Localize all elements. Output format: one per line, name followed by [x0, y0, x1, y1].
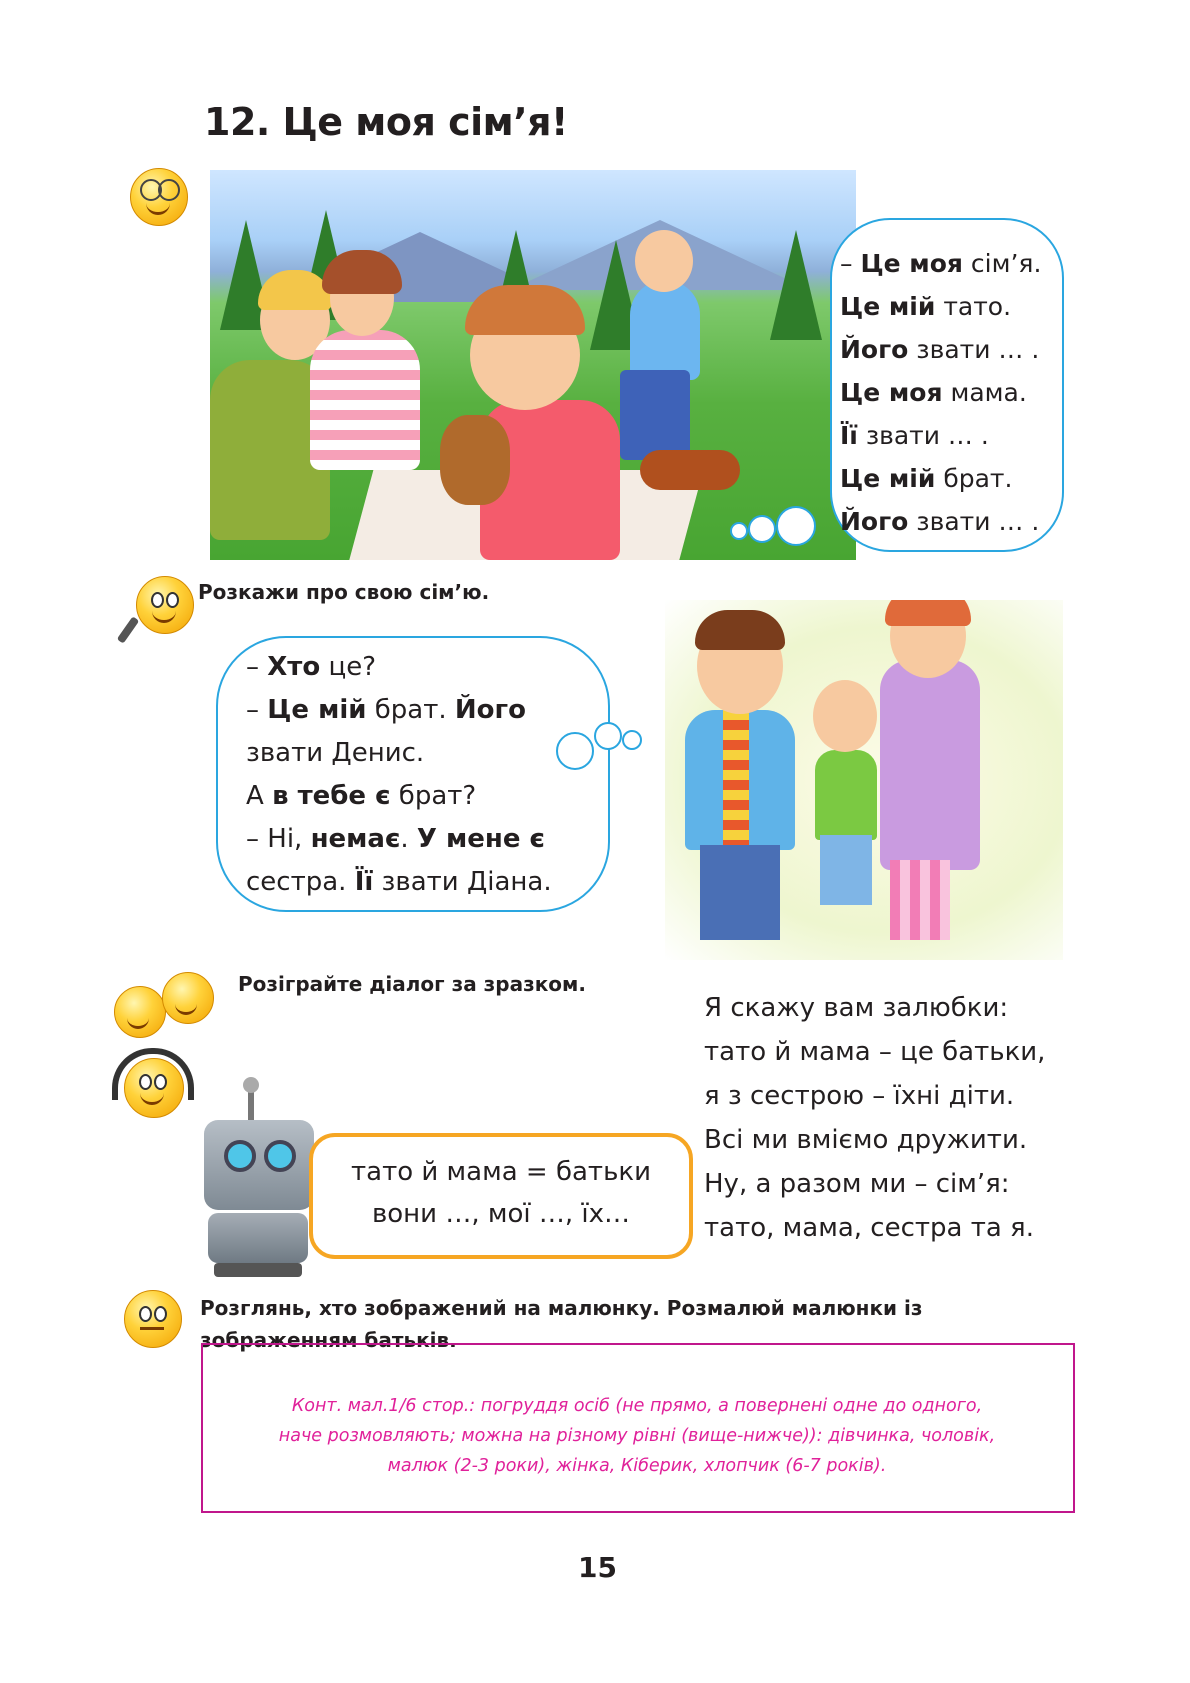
- rule-text: тато й мама = батьки вони …, мої …, їх…: [350, 1157, 651, 1229]
- task-3-heading: Розглянь, хто зображений на малюнку. Розмалюй малюнки із зображенням батьків.: [200, 1296, 923, 1352]
- page-title: 12. Це моя сім’я!: [204, 100, 568, 144]
- two-smileys-icon: [114, 986, 166, 1038]
- glasses-smiley-icon: [130, 168, 188, 226]
- headphones-icon: [112, 1048, 194, 1100]
- siblings-illustration: [665, 600, 1063, 960]
- task-1-heading: Розкажи про свою сім’ю.: [198, 580, 490, 604]
- poem-line: Всі ми вміємо дружити.: [704, 1125, 1028, 1155]
- poem-line: я з сестрою – їхні діти.: [704, 1081, 1015, 1111]
- poem: [704, 986, 1045, 1250]
- robot-illustration: [194, 1085, 324, 1275]
- drawing-task-note: Конт. мал.1/6 стор.: погруддя осіб (не прямо, а повернені одне до одного, наче розмовляють; можна на різному рівні (вище-нижче)): дівчинка, чоловік, малюк (2-3 роки), жінка, Кіберик, хлопчик (6-7 років).: [278, 1396, 996, 1476]
- poem-line: тато й мама – це батьки,: [704, 1037, 1046, 1067]
- poem-line: Я скажу вам залюбки:: [704, 993, 1009, 1023]
- family-picnic-illustration: [210, 170, 856, 560]
- poem-line: Ну, а разом ми – сім’я:: [704, 1169, 1010, 1199]
- speech-bubble-1-text: – Це моя сім’я. Це мій тато. Його звати … . Це моя мама. Її звати … . Це мій брат. Його звати … .: [840, 249, 1042, 536]
- microphone-icon: [117, 616, 140, 644]
- page-number: 15: [578, 1551, 617, 1584]
- speech-bubble-2-text: – Хто це? – Це мій брат. Його звати Денис. А в тебе є брат? – Ні, немає. У мене є сестра. Її звати Діана.: [246, 652, 552, 897]
- second-smiley-icon: [162, 972, 214, 1024]
- poem-line: тато, мама, сестра та я.: [704, 1213, 1034, 1243]
- microphone-smiley-icon: [136, 576, 194, 634]
- thinking-smiley-icon: [124, 1290, 182, 1348]
- task-2-heading: Розіграйте діалог за зразком.: [238, 972, 586, 996]
